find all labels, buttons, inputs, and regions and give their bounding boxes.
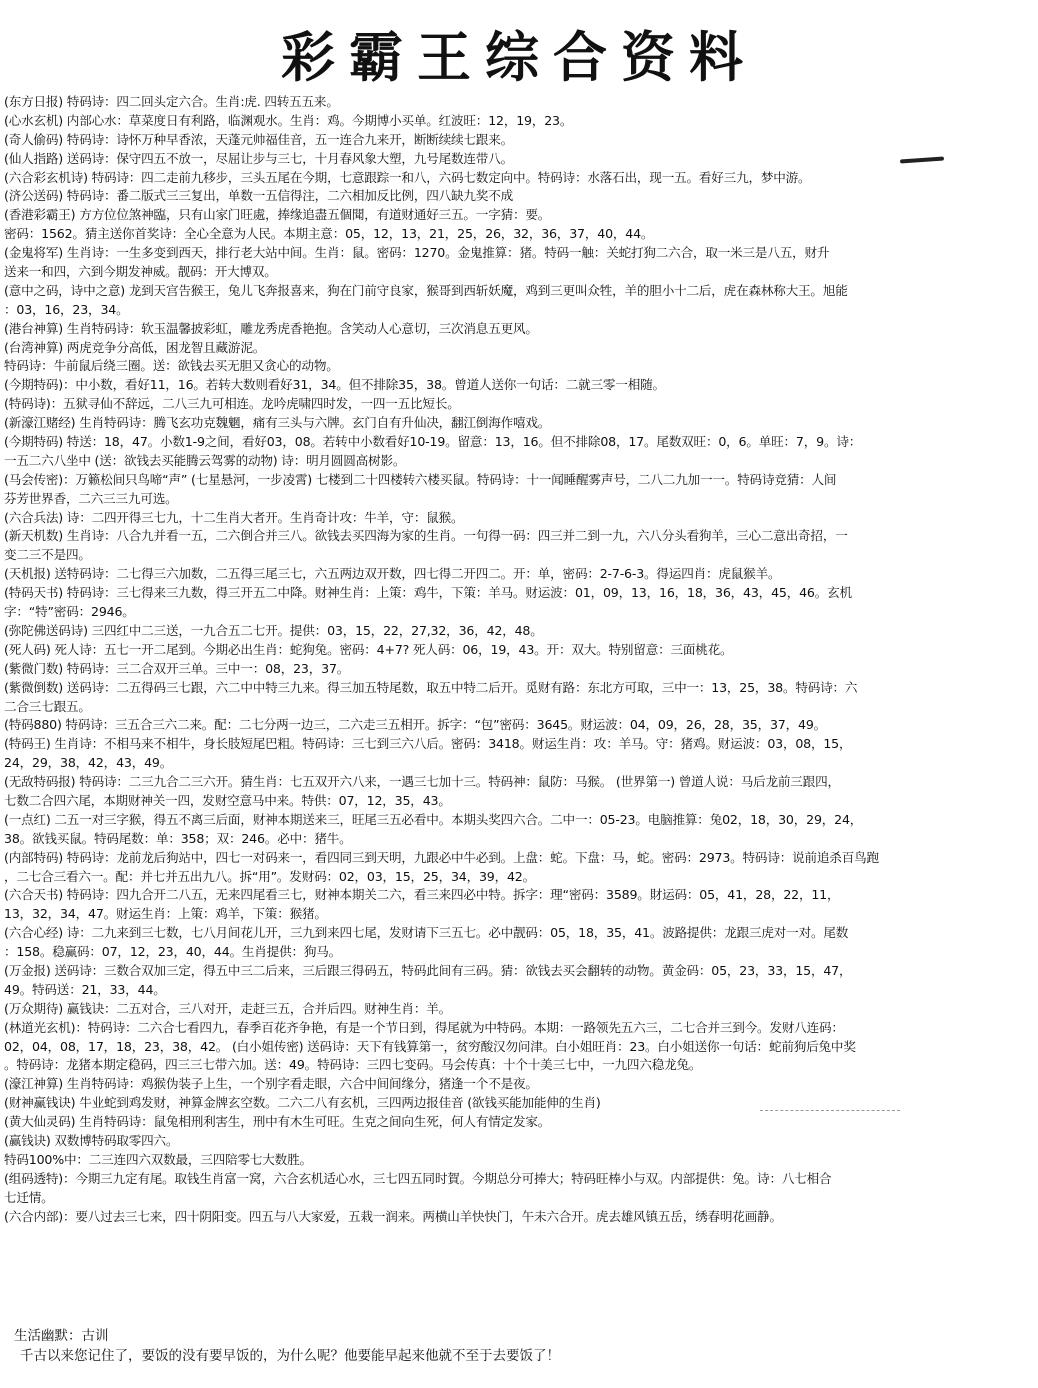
document-body [4, 93, 1028, 1226]
text-line: 38。欲钱买鼠。特码尾数：单：358；双：246。必中：猪牛。 [4, 830, 352, 846]
text-line: (万金报) 送码诗：三数合双加三定，得五中三二后来，三后跟三得码五，特码此间有三码。猜：欲钱去买会翻转的动物。黄金码：05，23，33，15，47， [4, 962, 852, 978]
text-line: (金鬼将军) 生肖诗：一生多变到西天，排行老大站中间。生肖：鼠。密码：1270。金鬼推算：猪。特码一触：关蛇打狗二六合，取一米三是八五，财升 [4, 245, 830, 261]
text-line: (六合兵法) 诗：二四开得三七九，十二生肖大者开。生肖奇计攻：牛羊，守：鼠猴。 [4, 509, 464, 525]
text-line: 02，04，08，17，18，23，38，42。 (白小姐传密) 送码诗：天下有钱算第一，贫穷酸汉勿问津。白小姐旺肖：23。白小姐送你一句话：蛇前狗后兔中奖 [4, 1038, 856, 1054]
text-line: (今期特码)：中小数，看好11，16。若转大数则看好31，34。但不排除35，38。曾道人送你一句话：二就三零一相随。 [4, 377, 665, 393]
text-line: ，二七合三看六一。配：并七并五出九八。拆“用”。发财码：02，03，15，25，34，39，42。 [4, 868, 536, 884]
text-line: (特码王) 生肖诗：不相马来不相牛，身长肢短尾巴粗。特码诗：三七到三六八后。密码：3418。财运生肖：攻：羊马。守：猪鸡。财运波：03，08，15， [4, 736, 852, 752]
faint-line [760, 1110, 900, 1112]
text-line: (六合心经) 诗：二九来到三七数，七八月间花儿开，三九到来四七尾，发财请下三五七。必中靓码：05，18，35，41。波路提供：龙跟三虎对一对。尾数 [4, 925, 849, 941]
text-line: (濠江神算) 生肖特码诗：鸡猴伪装子上生，一个别字看走眼，六合中间间缘分，猪逢一个不是夜。 [4, 1076, 538, 1092]
text-line: (弥陀佛送码诗) 三四红中二三送，一九合五二七开。提供：03，15，22，27,32，36，42，48。 [4, 622, 543, 638]
text-line: 24，29，38，42，43，49。 [4, 755, 173, 771]
text-line: 变二三不是四。 [4, 547, 91, 563]
text-line: (一点红) 二五一对三字猴，得五不离三后面，财神本期送来三，旺尾三五必看中。本期头奖四六合。二中一：05-23。电脑推算：兔02，18，30，29，24， [4, 811, 863, 827]
text-line: (马会传密)：万籁松间只鸟啼“声” (七星悬河，一步凌霄) 七楼到二十四楼转六楼买鼠。特码诗：十一闻睡醒雾声号，二八二九加一一。特码诗竞猜：人间 [4, 471, 837, 487]
text-line: (赢钱诀) 双数博特码取零四六。 [4, 1132, 179, 1148]
text-line: 芬芳世界香，二六三三九可选。 [4, 490, 178, 506]
text-line: (东方日报) 特码诗：四二回头定六合。生肖:虎. 四转五五来。 [4, 94, 339, 109]
text-line: (奇人偷码) 特码诗：诗怀万种早香浓，天蓬元帅福佳音，五一连合九来开，断断续续七跟来。 [4, 131, 513, 147]
text-line: 特码100%中：二三连四六双数最，三四陪零七大数胜。 [4, 1151, 312, 1167]
footer-section [14, 1326, 1024, 1366]
text-line: (无敌特码报) 特码诗：二三九合二三六开。猜生肖：七五双开六八来，一遇三七加十三。特码神：鼠防：马猴。 (世界第一) 曾道人说：马后龙前三跟四， [4, 774, 840, 790]
text-line: (万众期待) 赢钱诀：二五对合，三八对开，走赶三五，合并后四。财神生肖：羊。 [4, 1000, 452, 1016]
text-line: 49。特码送：21，33，44。 [4, 981, 166, 997]
text-line: (内部特码) 特码诗：龙前龙后狗站中，四七一对码来一，看四同三到天明，九跟必中牛必到。上盘：蛇。下盘：马，蛇。密码：2973。特码诗：说前追杀百鸟跑 [4, 849, 879, 865]
text-line: (仙人指路) 送码诗：保守四五不放一，尽屈让步与三七，十月春风象大塑，九号尾数连带八。 [4, 150, 513, 166]
text-line: (心水玄机) 内部心水：草菜度日有利路，临渊观水。生肖：鸡。今期博小买单。红波旺：12，19，23。 [4, 112, 573, 128]
text-line: 密码：1562。猜主送你首奖诗：全心全意为人民。本期主意：05，12，13，21，25，26，32，36，37，40，44。 [4, 226, 654, 242]
text-line: 13，32，34，47。财运生肖：上策：鸡羊，下策：猴猪。 [4, 906, 327, 922]
text-line: (意中之码，诗中之意) 龙到天宫告猴王，兔儿飞奔报喜来，狗在门前守良家，猴哥到西斩妖魔，鸡到三更叫众牲，羊的胆小十二后，虎在森林称大王。旭能 [4, 282, 848, 298]
text-line: ：158。稳赢码：07，12，23，40，44。生肖提供：狗马。 [4, 944, 342, 960]
text-line: (今期特码) 特送：18，47。小数1-9之间，看好03，08。若转中小数看好10-19。留意：13，16。但不排除08，17。尾数双旺：0，6。单旺：7，9。诗： [4, 434, 862, 450]
text-line: (林道光玄机)：特码诗：二六合七看四九，春季百花齐争艳，有是一个节日到，得尾就为中特码。本期：一路领先五六三，二七合并三到今。发财八连码： [4, 1019, 844, 1035]
text-line: 二合三七跟五。 [4, 698, 91, 714]
text-line: 。特码诗：龙猪本期定稳码，四三三七带六加。送：49。特码诗：三四七变码。马会传真：十个十美三七中，一九四六稳龙兔。 [4, 1057, 702, 1073]
text-line: 字：“特”密码：2946。 [4, 604, 135, 620]
text-line: (死人码) 死人诗：五七一开二尾到。今期必出生肖：蛇狗兔。密码：4+7? 死人码：06，19，43。开：双大。特别留意：三面桃花。 [4, 641, 733, 657]
text-line: (紫微倒数) 送码诗：二五得码三七跟，六二中中特三九来。得三加五特尾数，取五中特二后开。觅财有路：东北方可取，三中一：13，25，38。特码诗：六 [4, 679, 858, 695]
text-line: (天机报) 送特码诗：二七得三六加数，二五得三尾三七，六五两边双开数，四七得二开四二。开：单，密码：2-7-6-3。得运四肖：虎鼠猴羊。 [4, 566, 781, 582]
text-line: 一五二六八坐中 (送：欲钱去买能腾云驾雾的动物) 诗：明月圆圆高树影。 [4, 452, 406, 468]
text-line: (特码880) 特码诗：三五合三六二来。配：二七分两一边三，二六走三五相开。拆字：“包”密码：3645。财运波：04，09，26，28，35，37，49。 [4, 717, 827, 733]
text-line: (港台神算) 生肖特码诗：软玉温馨披彩虹，雕龙秀虎香艳抱。含笑动人心意切，三次消息五更风。 [4, 320, 538, 336]
text-line: 送来一和四，六到今期发神威。靓码：开大博双。 [4, 264, 277, 280]
page-title: 彩霸王综合资料 [281, 25, 757, 89]
text-line: (台湾神算) 两虎竞争分高低，困龙智且藏游泥。 [4, 339, 266, 355]
text-line: (六合彩玄机诗) 特码诗：四二走前九移步，三头五尾在今期，七意跟踪一和八，六码七数定向中。特码诗：水落石出，现一五。看好三九，梦中游。 [4, 169, 811, 185]
text-line: (特码天书) 特码诗：三七得来三九数，得三开五二中降。财神生肖：上策：鸡牛，下策：羊马。财运波：01，09，13，16，18，36，43，45，46。玄机 [4, 585, 852, 601]
text-line: (财神赢钱诀) 牛业蛇到鸡发财，神算金牌玄空数。二六二八有玄机，三四两边报佳音 (欲钱买能加能伸的生肖) [4, 1095, 601, 1111]
text-line: (黄大仙灵码) 生肖特码诗：鼠兔相刑利害生，刑中有木生可旺。生克之间向生死，何人有情定发家。 [4, 1114, 551, 1130]
text-line: ：03，16，23，34。 [4, 301, 129, 317]
text-line: 七数二合四六尾，本期财神关一四，发财空意马中来。特供：07，12，35，43。 [4, 792, 451, 808]
text-line: (紫微门数) 特码诗：三二合双开三单。三中一：08，23，37。 [4, 660, 350, 676]
text-line: (六合内部)：要八过去三七来，四十阴阳变。四五与八大家爱，五栽一润来。两横山羊快快门，午未六合开。虎去雄风镇五岳，绣春明花画静。 [4, 1208, 782, 1224]
footer-heading: 生活幽默：古训 [14, 1328, 109, 1344]
text-line: (新濠江赌经) 生肖特码诗：腾飞玄功克魏魍，痛有三头与六牌。玄门自有升仙决，翻江倒海作嘻戏。 [4, 415, 551, 431]
text-line: (新天机数) 生肖诗：八合九并看一五，二六倒合并三八。欲钱去买四海为家的生肖。一句得一码：四三并二到一九，六八分头看狗羊，三心二意出奇招，一 [4, 528, 848, 544]
text-line: (六合天书) 特码诗：四九合开二八五，无来四尾看三七，财神本期关二六，看三来四必中特。拆字：理“密码：3589。財运码：05，41，28，22，11， [4, 887, 840, 903]
text-line: (香港彩霸王) 方方位位煞神臨，只有山家门旺處，捧缘追盡五個聞，有道财通好三五。一字猜：要。 [4, 207, 551, 223]
text-line: 七迁情。 [4, 1189, 54, 1205]
text-line: (济公送码) 特码诗：番二版式三三复出，单数一五信得注，二六相加反比例，四八缺九奖不成 [4, 188, 513, 204]
footer-text: 千古以来您记住了，要饭的没有要早饭的，为什么呢？他要能早起来他就不至于去要饭了！ [20, 1348, 560, 1364]
text-line: 特码诗：牛前鼠后绕三圈。送：欲钱去买无胆又贪心的动物。 [4, 358, 339, 374]
text-line: (特码诗)：五狱寻仙不辞远，二八三九可相连。龙吟虎啸四时发，一四一五比短长。 [4, 396, 460, 412]
text-line: (组码透特)：今期三九定有尾。取钱生肖富一窝，六合玄机适心水，三七四五同时賀。今期总分可捧大；特码旺棒小与双。内部提供：兔。诗：八七相合 [4, 1170, 832, 1186]
